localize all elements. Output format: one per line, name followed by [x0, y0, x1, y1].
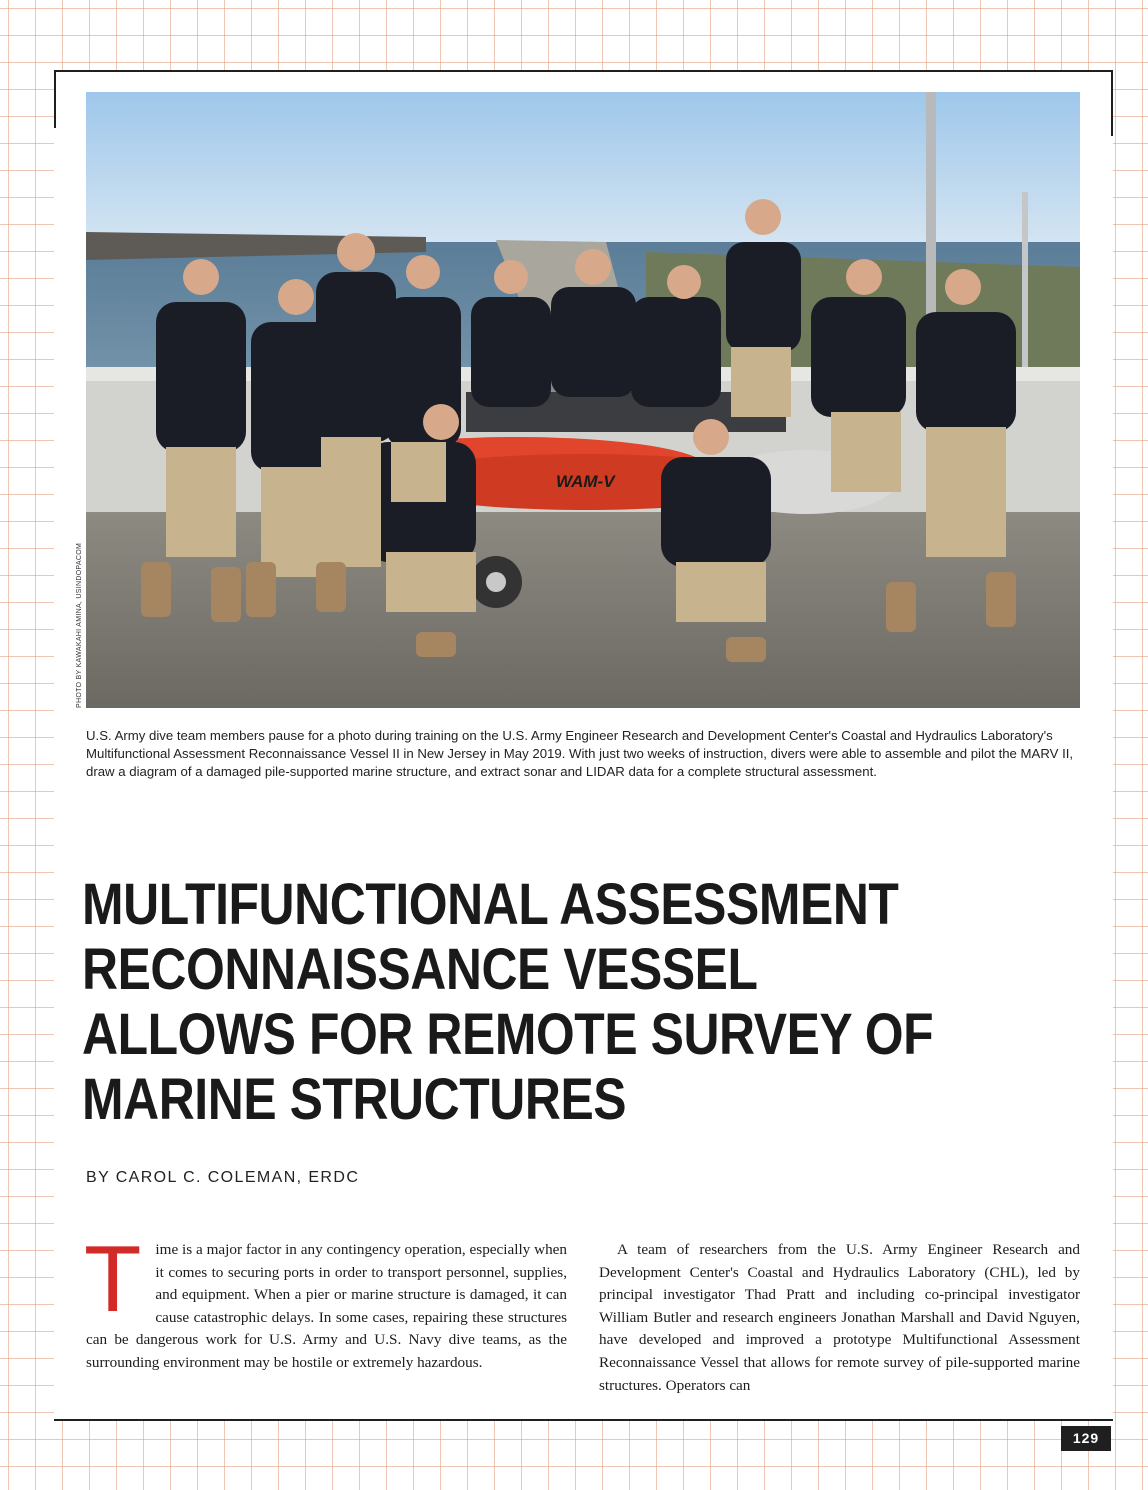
body-column-2: A team of researchers from the U.S. Army Engineer Research and Development Center's Coastal and Hydraulics Laboratory (CHL), led by principal investigator Thad Pratt and including co-principal investigator William Butler and research engineers Jonathan Marshall and David Nguyen, have developed and improved a prototype Multifunctional Assessment Reconnaissance Vessel that allows for remote survey of pile-supported marine structures. Operators can	[599, 1241, 1080, 1394]
photo-caption: U.S. Army dive team members pause for a photo during training on the U.S. Army Engineer Research and Development Center's Coastal and Hydraulics Laboratory's Multifunctional Assessment Reconnaissance Vessel II in New Jersey in May 2019. With just two weeks of instruction, divers were able to assemble and pilot the MARV II, draw a diagram of a damaged pile-supported marine structure, and extract sonar and LIDAR data for a complete structural assessment.	[86, 728, 1074, 779]
frame-bottom-rule	[54, 1419, 1113, 1421]
body-column-1-text: ime is a major factor in any contingency operation, especially when it comes to securing ports in order to transport personnel, supplies, and equipment. When a pier or marine structure is damaged, it can cause catastrophic delays. In some cases, repairing these structures can be dangerous work for U.S. Army and U.S. Navy dive teams, as the surrounding environment may be hostile or extremely hazardous.	[86, 1241, 567, 1371]
byline: BY CAROL C. COLEMAN, ERDC	[86, 1169, 360, 1186]
frame-left-rule	[54, 70, 56, 128]
headline-line-4: MARINE STRUCTURES	[82, 1067, 627, 1132]
photo-credit: PHOTO BY KAWAKAHI AMINA, USINDOPACOM	[76, 542, 83, 708]
headline-line-2: RECONNAISSANCE VESSEL	[82, 937, 758, 1002]
body-column-1	[84, 1226, 567, 1375]
headline-line-3: ALLOWS FOR REMOTE SURVEY OF	[82, 1002, 934, 1067]
drop-cap: T	[84, 1226, 142, 1331]
frame-right-rule	[1111, 70, 1113, 136]
article-headline	[82, 872, 1080, 1132]
frame-top-rule	[54, 70, 1113, 72]
headline-line-1: MULTIFUNCTIONAL ASSESSMENT	[82, 872, 899, 937]
boat-label: WAM-V	[556, 472, 615, 491]
dive-team-photo	[86, 92, 1080, 708]
page-number: 129	[1061, 1426, 1111, 1451]
